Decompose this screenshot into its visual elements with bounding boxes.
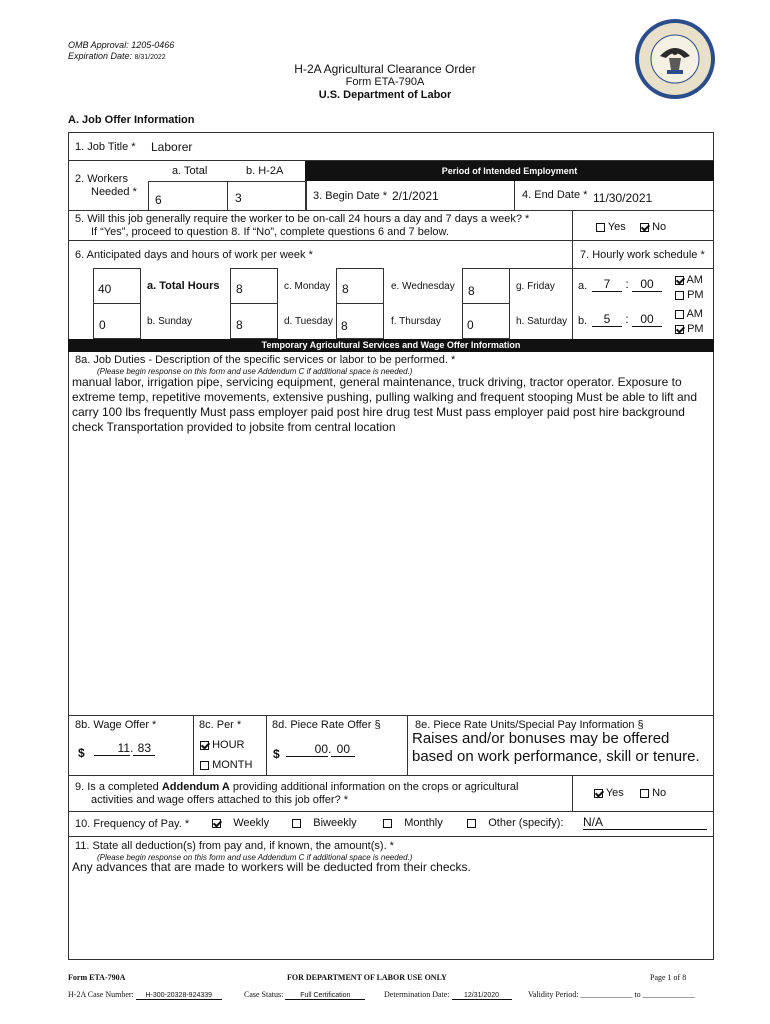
q5-line1: 5. Will this job generally require the worker to be on-call 24 hours a day and 7 days a week? * xyxy=(75,213,530,225)
pay-biweekly[interactable]: Biweekly xyxy=(292,817,357,829)
q5-yes[interactable]: Yes xyxy=(596,221,626,233)
wednesday-label: e. Wednesday xyxy=(391,281,455,292)
q6-label: 6. Anticipated days and hours of work per week * xyxy=(75,249,313,261)
thursday-label: f. Thursday xyxy=(391,316,441,327)
per-month[interactable]: MONTH xyxy=(200,759,252,771)
am-checkbox[interactable] xyxy=(675,276,684,285)
piece-units-label: 8e. Piece Rate Units/Special Pay Information § xyxy=(415,719,644,731)
monday-value: 8 xyxy=(342,282,349,296)
pay-weekly[interactable]: Weekly xyxy=(212,817,269,829)
workers-label-2: Needed * xyxy=(91,186,137,198)
piece-rate-value[interactable]: 00. 00 xyxy=(286,742,355,757)
footer-page: Page 1 of 8 xyxy=(650,973,687,982)
tuesday-value: 8 xyxy=(341,319,348,333)
month-checkbox[interactable] xyxy=(200,761,209,770)
job-title-value[interactable]: Laborer xyxy=(151,140,193,154)
divider xyxy=(68,210,714,211)
other-checkbox[interactable] xyxy=(467,819,476,828)
expiration-value: 8/31/2022 xyxy=(134,54,166,61)
schedule-a-time[interactable]: 7 : 00 xyxy=(592,277,662,292)
divider xyxy=(572,210,573,240)
pay-other-value[interactable]: N/A xyxy=(583,815,707,830)
deductions-note: (Please begin response on this form and use Addendum C if additional space is needed.) xyxy=(97,853,413,862)
sunday-value: 0 xyxy=(99,318,106,332)
schedule-a-pm[interactable]: PM xyxy=(675,289,704,301)
deductions-label: 11. State all deduction(s) from pay and, if known, the amount(s). * xyxy=(75,840,394,852)
q9-line1: 9. Is a completed Addendum A providing additional information on the crops or agricultural xyxy=(75,781,519,793)
divider xyxy=(407,715,408,775)
footer-case-status: Case Status: Full Certification xyxy=(244,990,365,1000)
divider xyxy=(572,268,714,269)
divider xyxy=(572,240,573,340)
q9-no[interactable]: No xyxy=(640,787,666,799)
divider xyxy=(266,715,267,775)
dol-seal-icon xyxy=(634,18,716,100)
pm-checkbox[interactable] xyxy=(675,325,684,334)
saturday-label: h. Saturday xyxy=(516,316,568,327)
department-title: U.S. Department of Labor xyxy=(318,89,452,101)
begin-date-label: 3. Begin Date * xyxy=(313,190,387,202)
per-label: 8c. Per * xyxy=(199,719,242,731)
footer-validity: Validity Period: _____________ to _____________ xyxy=(528,990,695,999)
job-duties-note: (Please begin response on this form and use Addendum C if additional space is needed.) xyxy=(97,367,413,376)
deductions-text[interactable]: Any advances that are made to workers will be deducted from their checks. xyxy=(72,860,471,874)
job-duties-label: 8a. Job Duties - Description of the specific services or labor to be performed. * xyxy=(75,354,456,366)
omb-approval: OMB Approval: 1205-0466 xyxy=(68,40,175,50)
schedule-b-pm[interactable]: PM xyxy=(675,323,704,335)
wednesday-value: 8 xyxy=(468,284,475,298)
schedule-b-time[interactable]: 5 : 00 xyxy=(592,312,662,327)
q5-no[interactable]: No xyxy=(640,221,666,233)
schedule-a-label: a. xyxy=(578,280,588,292)
expiration-label: Expiration Date: 8/31/2022 xyxy=(68,51,166,61)
wage-offer-label: 8b. Wage Offer * xyxy=(75,719,157,731)
divider xyxy=(514,181,515,211)
schedule-b-am[interactable]: AM xyxy=(675,308,703,320)
pay-monthly[interactable]: Monthly xyxy=(383,817,443,829)
end-date-label: 4. End Date * xyxy=(522,189,588,201)
period-header: Period of Intended Employment xyxy=(305,161,714,181)
end-date-value[interactable]: 11/30/2021 xyxy=(593,191,653,205)
pm-checkbox[interactable] xyxy=(675,291,684,300)
form-title: H-2A Agricultural Clearance Order xyxy=(294,62,476,76)
hour-checkbox[interactable] xyxy=(200,741,209,750)
workers-total-value: 6 xyxy=(155,193,162,207)
workers-total-label: a. Total xyxy=(172,165,208,177)
form-number: Form ETA-790A xyxy=(345,76,425,88)
job-title-label: 1. Job Title * xyxy=(75,141,136,153)
footer-dol-use: FOR DEPARTMENT OF LABOR USE ONLY xyxy=(287,973,447,982)
divider xyxy=(510,268,572,269)
schedule-a-am[interactable]: AM xyxy=(675,274,703,286)
workers-h2a-value: 3 xyxy=(235,191,242,205)
total-days-value: 8 xyxy=(236,282,243,296)
q5-yes-checkbox[interactable] xyxy=(596,223,605,232)
divider xyxy=(68,836,714,837)
total-hours-label: a. Total Hours xyxy=(147,280,220,292)
divider xyxy=(68,775,714,776)
begin-date-value[interactable]: 2/1/2021 xyxy=(392,189,439,203)
monday-label: c. Monday xyxy=(284,281,331,292)
workers-label-1: 2. Workers xyxy=(75,173,128,185)
q5-line2: If “Yes”, proceed to question 8. If “No”, complete questions 6 and 7 below. xyxy=(91,226,449,238)
piece-dollar-sign: $ xyxy=(273,747,280,761)
pay-other[interactable]: Other (specify): xyxy=(467,817,563,829)
piece-units-text[interactable]: Raises and/or bonuses may be offered based on work performance, skill or tenure. xyxy=(412,730,700,765)
divider xyxy=(305,181,306,211)
divider xyxy=(68,715,714,716)
footer-case-number: H-2A Case Number: H-300-20328-924339 xyxy=(68,990,222,1000)
q9-yes[interactable]: Yes xyxy=(594,787,624,799)
divider xyxy=(68,240,714,241)
monthly-checkbox[interactable] xyxy=(383,819,392,828)
wage-offer-value[interactable]: 11. 83 xyxy=(94,741,155,756)
footer-determination: Determination Date: 12/31/2020 xyxy=(384,990,512,1000)
section-a-label: A. Job Offer Information xyxy=(68,114,195,126)
schedule-b-label: b. xyxy=(578,315,588,327)
piece-rate-label: 8d. Piece Rate Offer § xyxy=(272,719,381,731)
divider xyxy=(68,811,714,812)
pay-frequency-label: 10. Frequency of Pay. * xyxy=(75,818,190,830)
sunday-hours-value: 8 xyxy=(236,318,243,332)
wage-dollar-sign: $ xyxy=(78,746,85,760)
am-checkbox[interactable] xyxy=(675,310,684,319)
total-hours-value: 40 xyxy=(98,282,112,296)
friday-label: g. Friday xyxy=(516,281,555,292)
per-hour[interactable]: HOUR xyxy=(200,739,244,751)
sunday-label: b. Sunday xyxy=(147,316,193,327)
weekly-checkbox[interactable] xyxy=(212,819,221,828)
q9-no-checkbox[interactable] xyxy=(640,789,649,798)
tuesday-label: d. Tuesday xyxy=(284,316,333,327)
divider xyxy=(572,775,573,811)
divider xyxy=(193,715,194,775)
q7-label: 7. Hourly work schedule * xyxy=(580,249,705,261)
temp-services-header: Temporary Agricultural Services and Wage Offer Information xyxy=(68,339,714,352)
q5-no-checkbox[interactable] xyxy=(640,223,649,232)
q9-yes-checkbox[interactable] xyxy=(594,789,603,798)
thursday-value: 0 xyxy=(467,318,474,332)
biweekly-checkbox[interactable] xyxy=(292,819,301,828)
job-duties-text[interactable]: manual labor, irrigation pipe, servicing equipment, general maintenance, truck driving, tractor operator. Exposure to extreme temp, repetitive movements, extensive pushing, pulling walking and frequent stooping Must be able to lift and carry 100 lbs frequently Must pass employer paid post hire drug test Must pass employer paid post hire background check Transportation provided to jobsite from central location xyxy=(72,375,698,434)
workers-h2a-label: b. H-2A xyxy=(246,165,284,177)
q9-line2: activities and wage offers attached to this job offer? * xyxy=(91,794,349,806)
footer-form: Form ETA-790A xyxy=(68,973,126,982)
